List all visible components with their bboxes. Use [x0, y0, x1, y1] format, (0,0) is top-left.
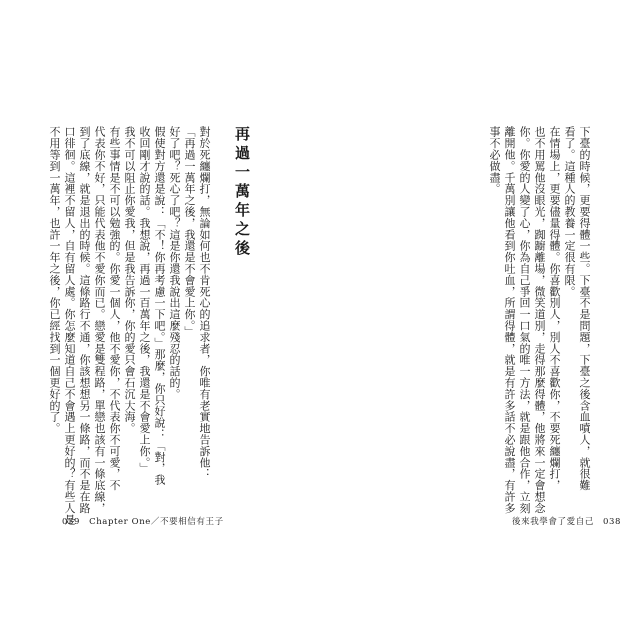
left-text-column: 不用等到一萬年，也許一年之後，你已經找到一個更好的了。: [48, 126, 61, 434]
left-text-column: 有些事情是不可以勉強的。你愛一個人，他不愛你，不代表你不可愛，不: [108, 126, 121, 491]
chapter-title: 再過一萬年之後: [233, 126, 251, 259]
left-text-column: 我不可以阻止你愛我，但是我告訴你，你的愛只會石沉大海。: [123, 126, 136, 434]
left-text-column: 收回剛才說的話。我想說，再過一百萬年之後，我還是不會愛上你。」: [138, 126, 151, 474]
left-text-column: 好了吧？死心了吧？這是你還我說出這麼殘忍的話的。: [168, 126, 181, 400]
left-text-column: 「再過一萬年之後，我還是不會愛上你。」: [183, 126, 196, 338]
right-text-column: 離開他。千萬別讓他看到你吐血，所謂得體，就是有許多話不必說盡，有許多: [503, 126, 516, 514]
left-text-column: 口徘徊。這裡不留人，自有留人處。你怎麼知道自己不會遇上更好的？有些人是: [63, 126, 76, 525]
right-text-column: 在情場上，更要儘量得體。你喜歡別人，別人不喜歡你，不要死纏爛打，: [548, 126, 561, 491]
right-text-column: 事不必做盡。: [488, 126, 501, 195]
right-page: [320, 0, 640, 640]
right-text-column: 也不用罵他沒眼光，踟躕離場，微笑道別，走得那麼得體，他將來一定會想念: [533, 126, 546, 514]
right-text-column: 看了。這種人的教養一定很有限。: [563, 126, 576, 297]
right-text-column: 下臺的時候，更要得體一些。下臺不是問題，下臺之後含血噴人，就很難: [578, 126, 591, 491]
right-text-column: 你。你愛的人變了心，你為自己爭回一口氣的唯一方法，就是跟他合作，立刻: [518, 126, 531, 514]
left-text-column: 代表你不好，只能代表他不愛你而已。戀愛是雙程路，單戀也該有一條底線，: [93, 126, 106, 514]
page-folio: 後來我學會了愛自己 038: [512, 517, 622, 527]
left-text-column: 假使對方還是說：「不！你再考慮一下吧。」那麼，你只好說：「對，我: [153, 126, 166, 486]
left-text-column: 對於死纏爛打，無論如何也不肯死心的追求者，你唯有老實地告訴他：: [198, 126, 211, 480]
page-folio: 039 Chapter One／不要相信有王子: [62, 517, 224, 527]
left-text-column: 到了底線，就是退出的時候。這條路行不通，你該想想另一條路，而不是在路: [78, 126, 91, 514]
